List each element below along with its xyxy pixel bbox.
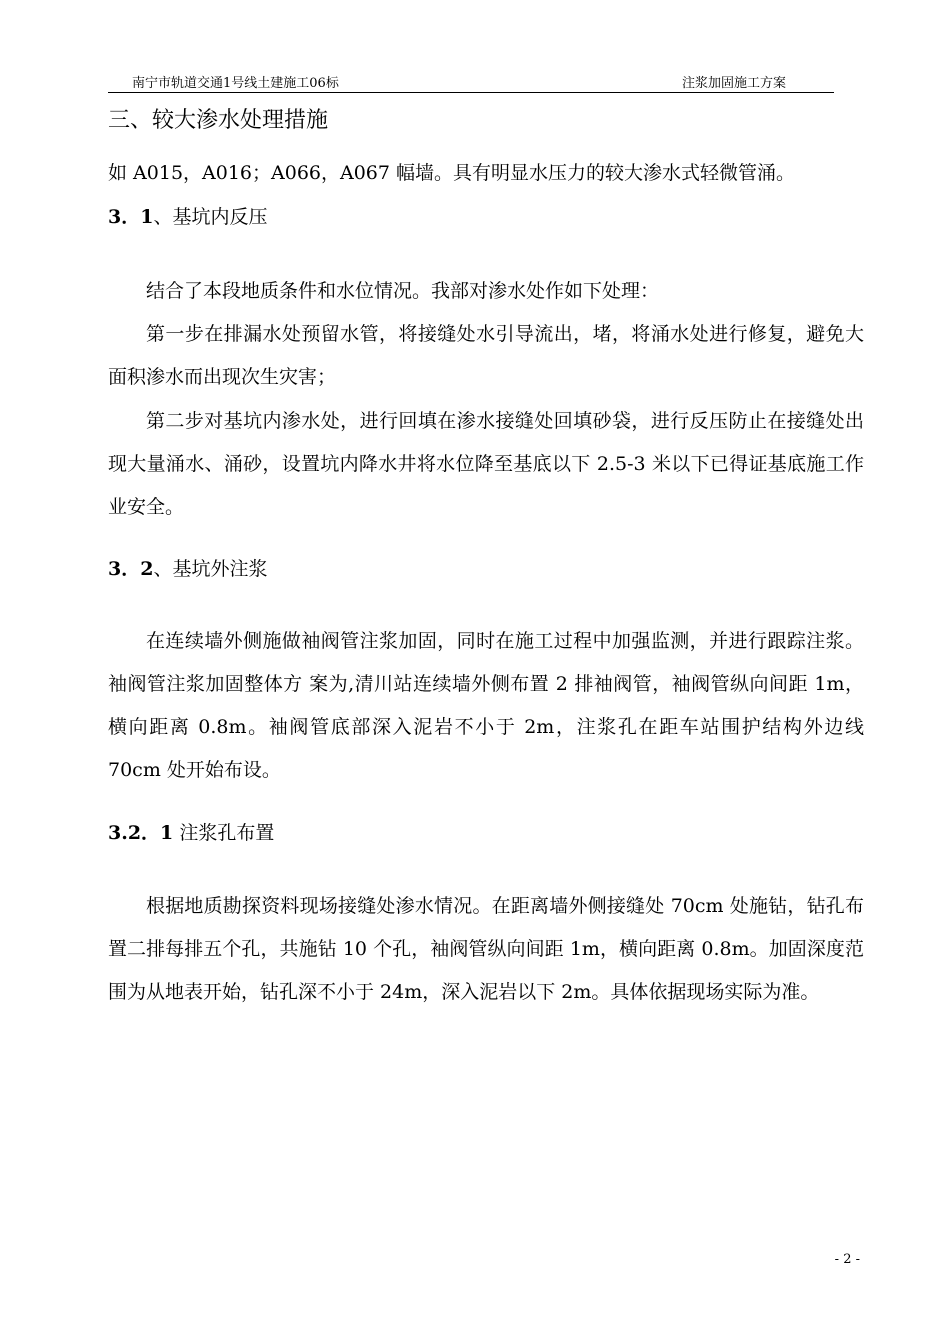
subsection-3-1-heading: [108, 200, 267, 234]
page-header: [108, 70, 834, 93]
header-project-title: 南宁市轨道交通1号线土建施工06标: [132, 76, 339, 91]
subsection-3-2-1-title: 注浆孔布置: [173, 822, 275, 844]
subsection-3-2-paragraph-1: 在连续墙外侧施做袖阀管注浆加固，同时在施工过程中加强监测，并进行跟踪注浆。袖阀管注浆加固整体方 案为,清川站连续墙外侧布置 2 排袖阀管，袖阀管纵向间距 1m，横向距离 0.8m。袖阀管底部深入泥岩不小于 2m，注浆孔在距车站围护结构外边线 70cm 处开始布设。: [108, 630, 864, 781]
intro-paragraph: 如 A015，A016；A066，A067 幅墙。具有明显水压力的较大渗水式轻微管涌。: [108, 162, 796, 184]
subsection-3-2-title: 、基坑外注浆: [153, 558, 268, 580]
subsection-3-1-paragraph-2: 第一步在排漏水处预留水管，将接缝处水引导流出，堵，将涌水处进行修复，避免大面积渗水而出现次生灾害；: [108, 323, 864, 388]
subsection-3-2-1-heading: [108, 816, 274, 850]
subsection-3-1-title: 、基坑内反压: [153, 206, 268, 228]
subsection-3-2-heading: [108, 552, 267, 586]
subsection-3-1-number: 3．1: [108, 206, 154, 228]
subsection-3-1-paragraph-1: 结合了本段地质条件和水位情况。我部对渗水处作如下处理：: [146, 280, 660, 302]
section-title: 三、较大渗水处理措施: [108, 108, 329, 133]
subsection-3-2-number: 3．2: [108, 558, 154, 580]
subsection-3-1-paragraph-3: 第二步对基坑内渗水处，进行回填在渗水接缝处回填砂袋，进行反压防止在接缝处出现大量涌水、涌砂，设置坑内降水井将水位降至基底以下 2.5-3 米以下已得证基底施工作业安全。: [108, 410, 864, 518]
page-number: - 2 -: [834, 1252, 860, 1267]
subsection-3-2-1-number: 3.2．1: [108, 822, 174, 844]
subsection-3-2-1-paragraph-1: 根据地质勘探资料现场接缝处渗水情况。在距离墙外侧接缝处 70cm 处施钻，钻孔布置二排每排五个孔，共施钻 10 个孔，袖阀管纵向间距 1m，横向距离 0.8m。加固深度范围为从地表开始，钻孔深不小于 24m，深入泥岩以下 2m。具体依据现场实际为准。: [108, 895, 864, 1003]
header-document-title: 注浆加固施工方案: [681, 76, 786, 91]
